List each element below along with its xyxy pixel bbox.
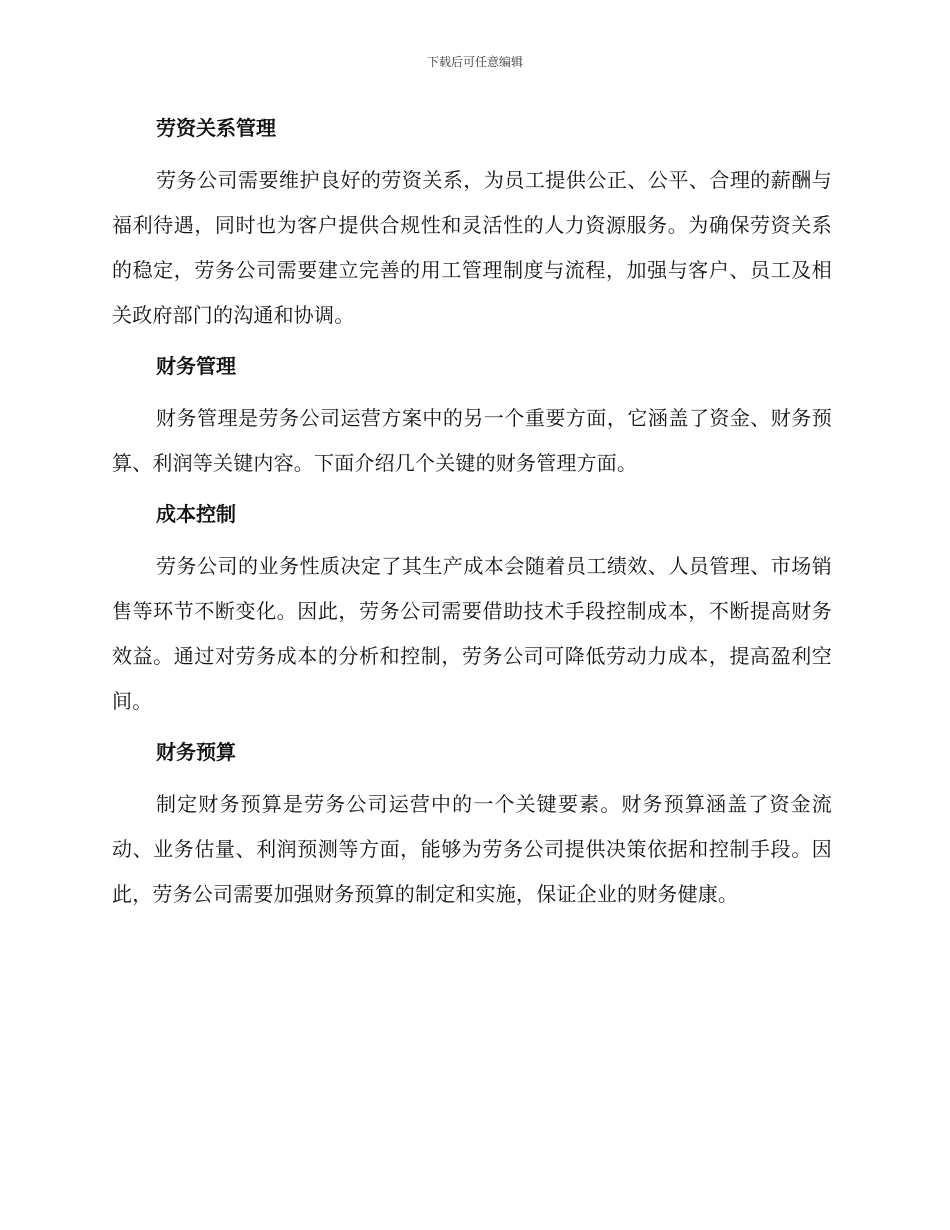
section-heading-labor-relations: 劳资关系管理 bbox=[156, 116, 276, 140]
section-heading-financial-budget: 财务预算 bbox=[156, 740, 236, 764]
section-paragraph-financial-budget: 制定财务预算是劳务公司运营中的一个关键要素。财务预算涵盖了资金流动、业务估量、利润预测等方面，能够为劳务公司提供决策依据和控制手段。因此，劳务公司需要加强财务预算的制定和实施，保证企业的财务健康。 bbox=[112, 792, 832, 906]
section-paragraph-financial-management: 财务管理是劳务公司运营方案中的另一个重要方面，它涵盖了资金、财务预算、利润等关键内容。下面介绍几个关键的财务管理方面。 bbox=[112, 406, 832, 475]
section-heading-financial-management: 财务管理 bbox=[156, 354, 236, 378]
page-header: 下载后可任意编辑 bbox=[426, 55, 523, 69]
document-body bbox=[112, 108, 832, 925]
section-paragraph-labor-relations: 劳务公司需要维护良好的劳资关系，为员工提供公正、公平、合理的薪酬与福利待遇，同时也为客户提供合规性和灵活性的人力资源服务。为确保劳资关系的稳定，劳务公司需要建立完善的用工管理制度与流程，加强与客户、员工及相关政府部门的沟通和协调。 bbox=[112, 168, 832, 327]
section-heading-cost-control: 成本控制 bbox=[156, 502, 236, 526]
section-paragraph-cost-control: 劳务公司的业务性质决定了其生产成本会随着员工绩效、人员管理、市场销售等环节不断变化。因此，劳务公司需要借助技术手段控制成本，不断提高财务效益。通过对劳务成本的分析和控制，劳务公司可降低劳动力成本，提高盈利空间。 bbox=[112, 554, 832, 713]
